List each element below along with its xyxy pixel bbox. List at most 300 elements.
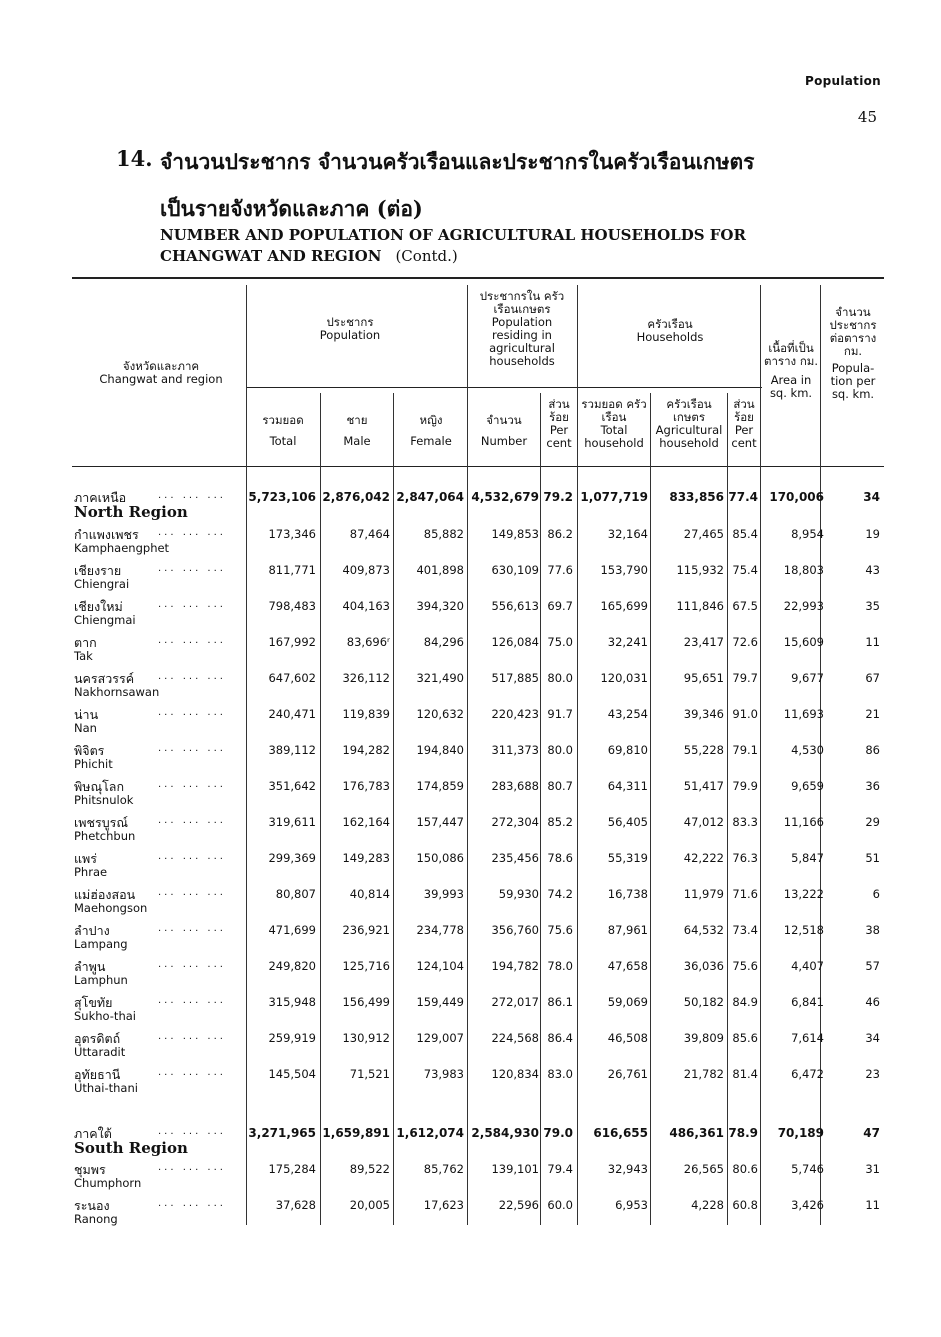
cell-hh-ag: 486,361 (669, 1126, 724, 1140)
row-changwat-english: Uthai-thani (74, 1081, 138, 1095)
cell-hh-total: 32,164 (607, 527, 648, 541)
title-english-line2 (160, 247, 458, 265)
cell-female: 84,296 (423, 635, 464, 649)
cell-hh-total: 6,953 (615, 1198, 648, 1212)
header-bottom-rule (72, 466, 884, 467)
page-number: 45 (857, 108, 877, 126)
cell-ag-pct: 60.0 (547, 1198, 573, 1212)
cell-density: 34 (865, 1031, 880, 1045)
row-changwat-english: Maehongson (74, 901, 148, 915)
cell-total: 299,369 (268, 851, 316, 865)
cell-density: 6 (872, 887, 880, 901)
cell-ag-pct: 75.6 (547, 923, 573, 937)
cell-area: 8,954 (791, 527, 824, 541)
cell-ag-num: 224,568 (491, 1031, 539, 1045)
cell-total: 389,112 (268, 743, 316, 757)
cell-density: 31 (865, 1162, 880, 1176)
cell-ag-num: 356,760 (491, 923, 539, 937)
cell-hh-pct: 76.3 (732, 851, 758, 865)
cell-hh-ag: 115,932 (676, 563, 724, 577)
cell-ag-pct: 86.1 (547, 995, 573, 1009)
cell-ag-num: 272,304 (491, 815, 539, 829)
cell-female: 321,490 (416, 671, 464, 685)
col-divider-sub (320, 393, 321, 1225)
header-density-th: จำนวน ประชากร ต่อตาราง กม. (829, 305, 877, 358)
col-divider (467, 285, 468, 1225)
header-percent2-th: ส่วน ร้อย (733, 397, 755, 424)
cell-area: 5,746 (791, 1162, 824, 1176)
cell-ag-num: 283,688 (491, 779, 539, 793)
header-density-en: Popula- tion per sq. km. (830, 361, 876, 401)
cell-hh-total: 120,031 (600, 671, 648, 685)
cell-total: 811,771 (268, 563, 316, 577)
col-divider-sub (540, 393, 541, 1225)
cell-female: 401,898 (416, 563, 464, 577)
cell-hh-pct: 75.4 (732, 563, 758, 577)
cell-ag-pct: 77.6 (547, 563, 573, 577)
row-changwat-thai: เชียงราย (74, 563, 122, 578)
row-changwat-english: Sukho-thai (74, 1009, 136, 1023)
header-percent (541, 398, 577, 450)
cell-male: 409,873 (342, 563, 390, 577)
cell-hh-ag: 27,465 (683, 527, 724, 541)
cell-ag-num: 22,596 (498, 1198, 539, 1212)
cell-hh-pct: 60.8 (732, 1198, 758, 1212)
row-changwat-thai: อุทัยธานี (74, 1067, 121, 1082)
cell-total: 167,992 (268, 635, 316, 649)
cell-hh-ag: 111,846 (676, 599, 724, 613)
header-total-household-en: Total household (584, 423, 644, 450)
cell-female: 174,859 (416, 779, 464, 793)
cell-female: 129,007 (416, 1031, 464, 1045)
row-changwat-thai: สุโขทัย (74, 995, 113, 1010)
cell-female: 85,882 (423, 527, 464, 541)
row-changwat-english: Nan (74, 721, 97, 735)
cell-hh-pct: 67.5 (732, 599, 758, 613)
cell-female: 159,449 (416, 995, 464, 1009)
header-percent-en: Per cent (546, 423, 572, 450)
cell-female: 85,762 (423, 1162, 464, 1176)
leader-dots: ... ... ... (158, 707, 226, 718)
cell-ag-num: 311,373 (491, 743, 539, 757)
row-changwat-english: Nakhornsawan (74, 685, 160, 699)
cell-male: 326,112 (342, 671, 390, 685)
cell-area: 5,847 (791, 851, 824, 865)
header-ag-household-en: Agricultural household (655, 423, 723, 450)
header-percent2 (728, 398, 760, 450)
col-divider (246, 285, 247, 1225)
cell-hh-pct: 81.4 (732, 1067, 758, 1081)
cell-density: 51 (865, 851, 880, 865)
cell-hh-ag: 42,222 (683, 851, 724, 865)
cell-ag-pct: 80.7 (547, 779, 573, 793)
cell-density: 86 (865, 743, 880, 757)
cell-hh-ag: 50,182 (683, 995, 724, 1009)
cell-density: 21 (865, 707, 880, 721)
cell-hh-pct: 84.9 (732, 995, 758, 1009)
cell-ag-num: 220,423 (491, 707, 539, 721)
header-percent2-en: Per cent (731, 423, 757, 450)
row-changwat-english: Chiengrai (74, 577, 130, 591)
header-total-household (579, 398, 649, 450)
cell-hh-total: 32,943 (607, 1162, 648, 1176)
title-english-line1: NUMBER AND POPULATION OF AGRICULTURAL HOUSEHOLDS FOR (160, 226, 746, 244)
table-number: 14. (116, 146, 153, 171)
leader-dots: ... ... ... (158, 1198, 226, 1209)
cell-area: 18,803 (783, 563, 824, 577)
cell-ag-num: 630,109 (491, 563, 539, 577)
cell-total: 351,642 (268, 779, 316, 793)
cell-male: 89,522 (349, 1162, 390, 1176)
header-area (762, 342, 820, 400)
col-divider-sub (393, 393, 394, 1225)
cell-hh-pct: 77.4 (728, 490, 758, 504)
cell-ag-pct: 78.6 (547, 851, 573, 865)
row-changwat-english: Tak (74, 649, 93, 663)
title-contd: (Contd.) (395, 247, 458, 265)
cell-female: 150,086 (416, 851, 464, 865)
cell-ag-pct: 83.0 (547, 1067, 573, 1081)
row-changwat-thai: ระนอง (74, 1198, 110, 1213)
leader-dots: ... ... ... (158, 959, 226, 970)
cell-male: 1,659,891 (322, 1126, 390, 1140)
cell-female: 1,612,074 (396, 1126, 464, 1140)
cell-density: 36 (865, 779, 880, 793)
cell-hh-pct: 85.6 (732, 1031, 758, 1045)
row-changwat-thai: นครสวรรค์ (74, 671, 135, 686)
cell-hh-ag: 23,417 (683, 635, 724, 649)
cell-area: 22,993 (783, 599, 824, 613)
header-ag-population-en: Population residing in agricultural households (489, 315, 555, 368)
cell-hh-pct: 79.7 (732, 671, 758, 685)
cell-male: 156,499 (342, 995, 390, 1009)
row-changwat-english: North Region (74, 503, 188, 521)
cell-hh-ag: 51,417 (683, 779, 724, 793)
header-population (300, 316, 400, 342)
leader-dots: ... ... ... (158, 1067, 226, 1078)
cell-ag-num: 126,084 (491, 635, 539, 649)
cell-hh-total: 616,655 (593, 1126, 648, 1140)
header-female-th: หญิง (419, 413, 443, 427)
cell-male: 194,282 (342, 743, 390, 757)
cell-total: 471,699 (268, 923, 316, 937)
row-changwat-english: Ranong (74, 1212, 118, 1226)
cell-hh-ag: 4,228 (691, 1198, 724, 1212)
row-changwat-thai: ตาก (74, 635, 97, 650)
cell-ag-num: 556,613 (491, 599, 539, 613)
cell-total: 175,284 (268, 1162, 316, 1176)
cell-male: 149,283 (342, 851, 390, 865)
row-changwat-english: Lamphun (74, 973, 128, 987)
cell-male: 2,876,042 (322, 490, 390, 504)
cell-ag-num: 59,930 (498, 887, 539, 901)
cell-hh-ag: 95,651 (683, 671, 724, 685)
cell-ag-num: 149,853 (491, 527, 539, 541)
cell-male: 119,839 (342, 707, 390, 721)
title-thai-line1: จำนวนประชากร จำนวนครัวเรือนและประชากรในครัวเรือนเกษตร (160, 149, 755, 174)
cell-total: 3,271,965 (248, 1126, 316, 1140)
cell-density: 67 (865, 671, 880, 685)
row-changwat-thai: พิจิตร (74, 743, 105, 758)
leader-dots: ... ... ... (158, 743, 226, 754)
col-divider (577, 285, 578, 1225)
cell-hh-total: 1,077,719 (580, 490, 648, 504)
cell-hh-ag: 21,782 (683, 1067, 724, 1081)
cell-male: 162,164 (342, 815, 390, 829)
cell-density: 29 (865, 815, 880, 829)
cell-hh-pct: 71.6 (732, 887, 758, 901)
row-changwat-english: Chiengmai (74, 613, 136, 627)
row-changwat-english: Kamphaengphet (74, 541, 170, 555)
cell-male: 176,783 (342, 779, 390, 793)
cell-hh-ag: 26,565 (683, 1162, 724, 1176)
col-divider-sub (650, 393, 651, 1225)
row-changwat-english: Phetchbun (74, 829, 136, 843)
cell-ag-pct: 91.7 (547, 707, 573, 721)
cell-female: 120,632 (416, 707, 464, 721)
cell-male: 40,814 (349, 887, 390, 901)
cell-male: 20,005 (349, 1198, 390, 1212)
cell-hh-total: 16,738 (607, 887, 648, 901)
cell-hh-total: 165,699 (600, 599, 648, 613)
header-changwat-en: Changwat and region (99, 372, 223, 386)
cell-total: 5,723,106 (248, 490, 316, 504)
cell-ag-num: 235,456 (491, 851, 539, 865)
cell-hh-total: 64,311 (607, 779, 648, 793)
header-ag-household (651, 398, 727, 450)
cell-area: 3,426 (791, 1198, 824, 1212)
cell-area: 4,407 (791, 959, 824, 973)
cell-ag-pct: 80.0 (547, 671, 573, 685)
cell-hh-total: 56,405 (607, 815, 648, 829)
cell-male: 71,521 (349, 1067, 390, 1081)
row-changwat-thai: ชุมพร (74, 1162, 106, 1177)
cell-male: 130,912 (342, 1031, 390, 1045)
cell-hh-total: 26,761 (607, 1067, 648, 1081)
cell-ag-num: 272,017 (491, 995, 539, 1009)
cell-density: 43 (865, 563, 880, 577)
row-changwat-thai: ภาคเหนือ (74, 490, 127, 505)
row-changwat-thai: กำแพงเพชร (74, 527, 139, 542)
header-population-th: ประชากร (326, 315, 374, 329)
row-changwat-thai: น่าน (74, 707, 99, 722)
header-area-th: เนื้อที่เป็น ตาราง กม. (763, 341, 819, 368)
leader-dots: ... ... ... (158, 671, 226, 682)
cell-female: 157,447 (416, 815, 464, 829)
col-divider-sub (727, 393, 728, 1225)
header-female-en: Female (410, 434, 452, 448)
cell-total: 173,346 (268, 527, 316, 541)
cell-ag-pct: 79.2 (543, 490, 573, 504)
cell-male: 404,163 (342, 599, 390, 613)
row-changwat-english: Phichit (74, 757, 113, 771)
header-male-en: Male (343, 434, 371, 448)
cell-ag-num: 517,885 (491, 671, 539, 685)
leader-dots: ... ... ... (158, 563, 226, 574)
header-male (322, 414, 392, 448)
cell-ag-pct: 79.0 (543, 1126, 573, 1140)
row-changwat-thai: แพร่ (74, 851, 98, 866)
cell-area: 170,006 (769, 490, 824, 504)
cell-hh-pct: 79.9 (732, 779, 758, 793)
cell-total: 80,807 (275, 887, 316, 901)
cell-ag-pct: 78.0 (547, 959, 573, 973)
leader-dots: ... ... ... (158, 851, 226, 862)
header-ag-household-th: ครัวเรือน เกษตร (666, 397, 712, 424)
cell-hh-total: 153,790 (600, 563, 648, 577)
header-ag-population-th: ประชากรใน ครัวเรือนเกษตร (479, 289, 565, 316)
cell-hh-pct: 91.0 (732, 707, 758, 721)
leader-dots: ... ... ... (158, 815, 226, 826)
cell-area: 7,614 (791, 1031, 824, 1045)
row-changwat-english: Lampang (74, 937, 128, 951)
header-households (615, 318, 725, 344)
header-changwat (76, 360, 246, 386)
cell-area: 11,693 (783, 707, 824, 721)
cell-female: 234,778 (416, 923, 464, 937)
cell-total: 37,628 (275, 1198, 316, 1212)
cell-ag-pct: 86.4 (547, 1031, 573, 1045)
leader-dots: ... ... ... (158, 635, 226, 646)
cell-hh-pct: 79.1 (732, 743, 758, 757)
cell-density: 23 (865, 1067, 880, 1081)
leader-dots: ... ... ... (158, 1031, 226, 1042)
cell-density: 57 (865, 959, 880, 973)
cell-ag-pct: 79.4 (547, 1162, 573, 1176)
title-thai-line2: เป็นรายจังหวัดและภาค (ต่อ) (160, 196, 423, 221)
cell-density: 47 (863, 1126, 880, 1140)
running-head: Population (804, 74, 881, 88)
row-changwat-english: Uttaradit (74, 1045, 126, 1059)
row-changwat-thai: ลำปาง (74, 923, 110, 938)
cell-hh-pct: 73.4 (732, 923, 758, 937)
leader-dots: ... ... ... (158, 527, 226, 538)
cell-area: 9,677 (791, 671, 824, 685)
cell-hh-ag: 39,809 (683, 1031, 724, 1045)
cell-area: 70,189 (777, 1126, 824, 1140)
cell-female: 73,983 (423, 1067, 464, 1081)
cell-hh-total: 32,241 (607, 635, 648, 649)
cell-hh-ag: 55,228 (683, 743, 724, 757)
cell-hh-total: 43,254 (607, 707, 648, 721)
cell-ag-pct: 75.0 (547, 635, 573, 649)
header-area-en: Area in sq. km. (769, 373, 813, 400)
cell-density: 35 (865, 599, 880, 613)
header-total-en: Total (269, 434, 297, 448)
table-top-rule (72, 277, 884, 279)
header-changwat-th: จังหวัดและภาค (122, 359, 200, 373)
leader-dots: ... ... ... (158, 1126, 226, 1137)
header-total-household-th: รวมยอด ครัวเรือน (581, 397, 647, 424)
cell-female: 124,104 (416, 959, 464, 973)
cell-area: 9,659 (791, 779, 824, 793)
header-population-en: Population (319, 328, 381, 342)
cell-female: 394,320 (416, 599, 464, 613)
cell-hh-total: 46,508 (607, 1031, 648, 1045)
cell-ag-num: 120,834 (491, 1067, 539, 1081)
cell-ag-pct: 85.2 (547, 815, 573, 829)
cell-total: 259,919 (268, 1031, 316, 1045)
header-female (395, 414, 467, 448)
row-changwat-english: South Region (74, 1139, 188, 1157)
leader-dots: ... ... ... (158, 923, 226, 934)
cell-ag-num: 139,101 (491, 1162, 539, 1176)
cell-area: 13,222 (783, 887, 824, 901)
row-changwat-english: Chumphorn (74, 1176, 142, 1190)
cell-density: 11 (865, 635, 880, 649)
cell-density: 34 (863, 490, 880, 504)
cell-male: 83,696ʳ (346, 635, 390, 649)
cell-density: 11 (865, 1198, 880, 1212)
leader-dots: ... ... ... (158, 779, 226, 790)
cell-hh-pct: 75.6 (732, 959, 758, 973)
cell-ag-num: 4,532,679 (471, 490, 539, 504)
cell-hh-ag: 64,532 (683, 923, 724, 937)
cell-hh-ag: 36,036 (683, 959, 724, 973)
col-divider (760, 285, 761, 1225)
cell-hh-total: 59,069 (607, 995, 648, 1009)
cell-hh-ag: 11,979 (683, 887, 724, 901)
cell-total: 240,471 (268, 707, 316, 721)
header-percent-th: ส่วน ร้อย (548, 397, 570, 424)
leader-dots: ... ... ... (158, 887, 226, 898)
cell-area: 12,518 (783, 923, 824, 937)
header-number (469, 414, 539, 448)
cell-hh-ag: 833,856 (669, 490, 724, 504)
cell-ag-pct: 86.2 (547, 527, 573, 541)
cell-hh-total: 87,961 (607, 923, 648, 937)
row-changwat-thai: ภาคใต้ (74, 1126, 112, 1141)
header-number-en: Number (480, 434, 528, 448)
cell-hh-pct: 80.6 (732, 1162, 758, 1176)
cell-area: 6,472 (791, 1067, 824, 1081)
row-changwat-thai: เชียงใหม่ (74, 599, 123, 614)
cell-hh-pct: 85.4 (732, 527, 758, 541)
cell-hh-total: 55,319 (607, 851, 648, 865)
row-changwat-thai: พิษณุโลก (74, 779, 125, 794)
row-changwat-english: Phrae (74, 865, 108, 879)
row-changwat-thai: ลำพูน (74, 959, 106, 974)
cell-total: 319,611 (268, 815, 316, 829)
subheader-rule (246, 387, 762, 388)
cell-density: 46 (865, 995, 880, 1009)
cell-hh-pct: 83.3 (732, 815, 758, 829)
header-ag-population (469, 290, 575, 368)
cell-total: 315,948 (268, 995, 316, 1009)
cell-area: 4,530 (791, 743, 824, 757)
cell-hh-total: 47,658 (607, 959, 648, 973)
cell-male: 87,464 (349, 527, 390, 541)
cell-female: 194,840 (416, 743, 464, 757)
leader-dots: ... ... ... (158, 599, 226, 610)
cell-hh-pct: 72.6 (732, 635, 758, 649)
header-density (822, 306, 884, 401)
cell-total: 647,602 (268, 671, 316, 685)
cell-density: 19 (865, 527, 880, 541)
cell-hh-total: 69,810 (607, 743, 648, 757)
leader-dots: ... ... ... (158, 995, 226, 1006)
row-changwat-thai: อุตรดิตถ์ (74, 1031, 121, 1046)
cell-ag-pct: 74.2 (547, 887, 573, 901)
header-households-en: Households (636, 330, 704, 344)
cell-female: 17,623 (423, 1198, 464, 1212)
cell-male: 125,716 (342, 959, 390, 973)
cell-ag-pct: 69.7 (547, 599, 573, 613)
cell-total: 798,483 (268, 599, 316, 613)
header-total-th: รวมยอด (262, 413, 304, 427)
row-changwat-thai: แม่ฮ่องสอน (74, 887, 136, 902)
cell-total: 249,820 (268, 959, 316, 973)
